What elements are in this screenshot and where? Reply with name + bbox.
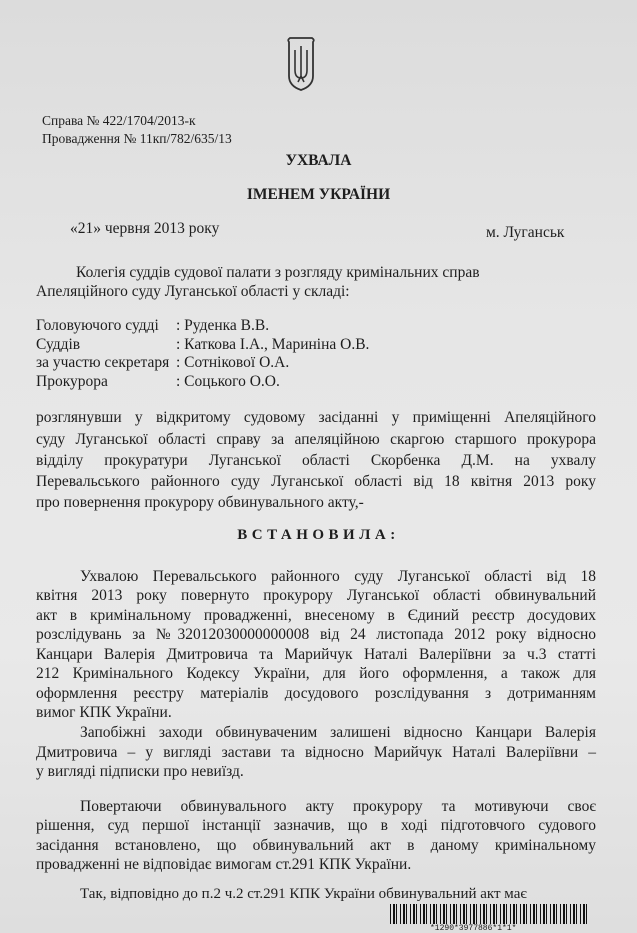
paragraph-line: Повертаючи обвинувального акту прокурору та мотивуючи своє [80, 798, 596, 815]
panel-intro-line-1: Колегія суддів судової палати з розгляду кримінальних справ [76, 264, 480, 281]
document-title: УХВАЛА [285, 152, 352, 169]
ruling-date: «21» червня 2013 року [70, 220, 220, 237]
case-number: Справа № 422/1704/2013-к [42, 113, 196, 128]
trident-emblem-icon [285, 36, 317, 92]
paragraph-line: квітня 2013 року повернуто прокурору Луганської області обвинувальний [36, 587, 596, 604]
panel-row-label: Суддів [36, 336, 81, 353]
panel-intro-line-2: Апеляційного суду Луганської області у складі: [36, 283, 350, 300]
panel-row-label: Прокурора [36, 373, 108, 390]
barcode [390, 904, 590, 924]
paragraph-line: Ухвалою Перевальського районного суду Луганської області від 18 [80, 568, 596, 585]
paragraph-line: провадженні не відповідає вимогам ст.291 КПК України. [36, 856, 412, 873]
panel-row-value: : Соцького О.О. [176, 373, 280, 390]
paragraph-line: вимог КПК України. [36, 704, 172, 721]
paragraph-line: рішення, суд першої інстанції зазначив, що в ході підготовчого судового [36, 817, 596, 834]
panel-row-value: : Руденка В.В. [176, 317, 270, 334]
paragraph-line: акт в кримінальному провадженні, внесеному в Єдиний реєстр досудових [36, 607, 596, 624]
barcode-number: *1290*3977886*1*1* [430, 924, 517, 933]
panel-row-value: : Сотнікової О.А. [176, 354, 290, 371]
paragraph-line: оформлення реєстру матеріалів досудового розслідування з дотриманням [36, 685, 596, 702]
paragraph-line: відділу прокуратури Луганської області Скорбенка Д.М. на ухвалу [36, 452, 596, 469]
paragraph-line: у вигляді підписки про невиїзд. [36, 763, 244, 780]
paragraph-line: суду Луганської області справу за апеляційною скаргою старшого прокурора [36, 431, 596, 448]
paragraph-line: Так, відповідно до п.2 ч.2 ст.291 КПК України обвинувальний акт має [80, 886, 527, 902]
paragraph-line: про повернення прокурору обвинувального акту,- [36, 494, 364, 511]
ruling-city: м. Луганськ [486, 224, 565, 241]
paragraph-line: розслідувань за №32012030000000008 від 24 листопада 2012 року відносно [36, 626, 596, 643]
proceeding-number: Провадження № 11кп/782/635/13 [42, 131, 232, 146]
panel-row-value: : Каткова І.А., Мариніна О.В. [176, 336, 370, 353]
paragraph-line: розглянувши у відкритому судовому засіданні у приміщенні Апеляційного [36, 409, 596, 426]
panel-row-label: Головуючого судді [36, 317, 159, 334]
paragraph-line: Дмитровича – у вигляді застави та відносно Марийчук Наталі Валеріївни – [36, 744, 596, 761]
paragraph-line: Запобіжні заходи обвинуваченим залишені відносно Канцари Валерія [80, 724, 596, 741]
paragraph-line: засідання встановлено, що обвинувальний акт в даному кримінальному [36, 837, 596, 854]
paragraph-line: Перевальського районного суду Луганської області від 18 квітня 2013 року [36, 473, 596, 490]
paragraph-line: Канцари Валерія Дмитровича та Марийчук Наталі Валеріївни за ч.3 статті [36, 646, 596, 663]
document-subtitle: ІМЕНЕМ УКРАЇНИ [246, 186, 391, 203]
paragraph-line: 212 Кримінального Кодексу України, для його оформлення, а також для [36, 665, 596, 682]
panel-row-label: за участю секретаря [36, 354, 170, 371]
established-heading: ВСТАНОВИЛА: [237, 527, 400, 543]
